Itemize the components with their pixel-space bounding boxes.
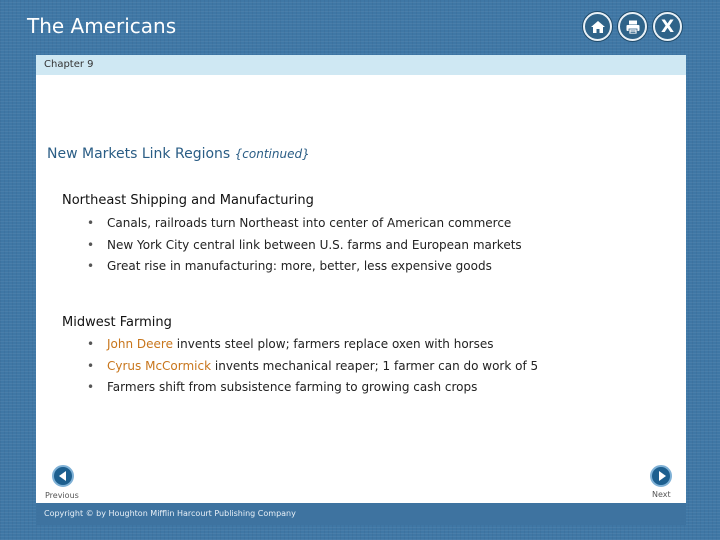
slide-title <box>47 146 310 162</box>
section-heading-northeast: Northeast Shipping and Manufacturing <box>62 193 314 208</box>
bullet-text: invents steel plow; farmers replace oxen with horses <box>172 337 494 351</box>
list-item <box>87 377 538 399</box>
list-item <box>87 235 522 257</box>
northeast-bullet-list <box>87 213 522 278</box>
slide-title-continued: {continued} <box>234 147 310 161</box>
print-icon <box>625 19 641 35</box>
bullet-text: New York City central link between U.S. farms and European markets <box>107 237 522 252</box>
bullet-text: invents mechanical reaper; 1 farmer can do work of 5 <box>211 358 539 373</box>
app-title: The Americans <box>27 14 177 38</box>
top-toolbar <box>583 12 682 41</box>
list-item <box>87 356 538 378</box>
chapter-label: Chapter 9 <box>44 59 94 70</box>
slide-content <box>36 75 686 503</box>
bullet-text: Great rise in manufacturing: more, better, less expensive goods <box>107 259 492 273</box>
home-button[interactable] <box>583 12 612 41</box>
close-button[interactable] <box>653 12 682 41</box>
bullet-text: Farmers shift from subsistence farming to growing cash crops <box>107 380 478 394</box>
copyright-text: Copyright © by Houghton Mifflin Harcourt Publishing Company <box>44 509 296 518</box>
chapter-bar <box>36 55 686 75</box>
footer <box>36 503 686 525</box>
list-item <box>87 213 522 235</box>
bullet-text: Canals, railroads turn Northeast into center of American commerce <box>107 216 512 230</box>
list-item <box>87 334 538 356</box>
arrow-right-icon <box>659 471 666 481</box>
midwest-bullet-list <box>87 334 538 399</box>
print-button[interactable] <box>618 12 647 41</box>
highlight-name: John Deere <box>107 337 173 351</box>
previous-button[interactable] <box>52 465 74 487</box>
highlight-name: Cyrus McCormick <box>107 358 212 373</box>
next-button[interactable] <box>650 465 672 487</box>
slide-title-text: New Markets Link Regions <box>47 146 231 162</box>
section-heading-midwest: Midwest Farming <box>62 315 172 330</box>
list-item <box>87 256 522 278</box>
next-label: Next <box>652 490 671 499</box>
arrow-left-icon <box>59 471 66 481</box>
previous-label: Previous <box>45 491 79 500</box>
close-icon: X <box>660 16 675 37</box>
home-icon <box>590 19 606 35</box>
